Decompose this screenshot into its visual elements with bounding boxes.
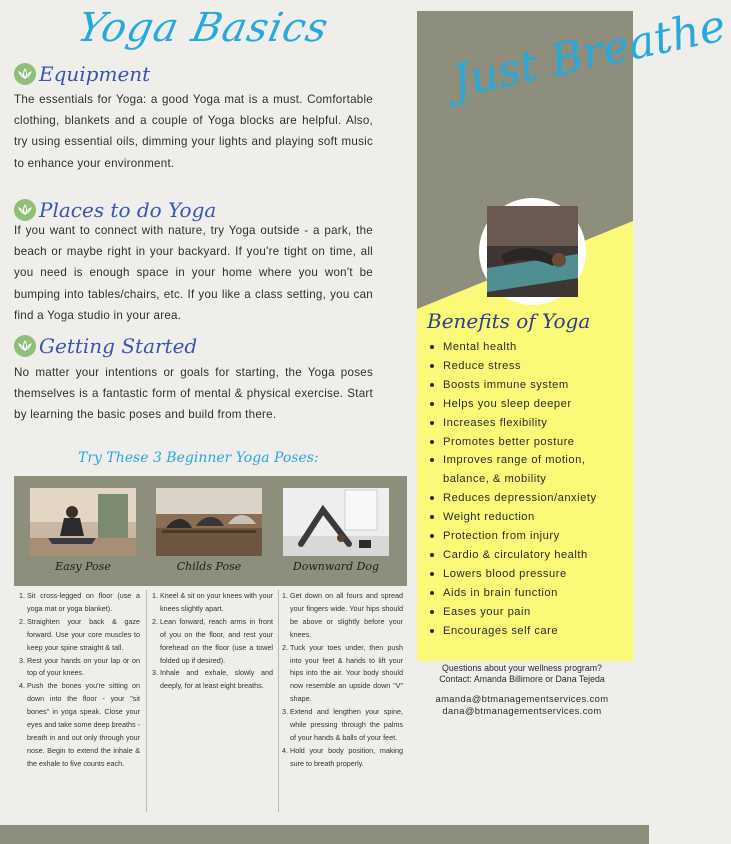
- list-item: Reduce stress: [427, 357, 625, 376]
- step-item: 3. Extend and lengthen your spine, while pressing through the palms of your hands & balls of your feet.: [290, 706, 403, 745]
- yoga-photo: [487, 206, 578, 297]
- list-item: Reduces depression/anxiety: [427, 489, 625, 508]
- list-item: Protection from injury: [427, 527, 625, 546]
- lotus-icon: [14, 63, 36, 85]
- list-item: Aids in brain function: [427, 584, 625, 603]
- benefits-heading: Benefits of Yoga: [427, 309, 591, 333]
- step-item: 3. Rest your hands on your lap or on top of your knees.: [27, 655, 140, 681]
- contact-question: Questions about your wellness program?: [442, 663, 602, 673]
- poses-heading: Try These 3 Beginner Yoga Poses:: [78, 450, 319, 466]
- list-item: Lowers blood pressure: [427, 565, 625, 584]
- section-title: Getting Started: [39, 334, 198, 358]
- getting-started-text: No matter your intentions or goals for starting, the Yoga poses themselves is a fantastic form of mental & physical exercise. Start by learning the basic poses and build from there.: [14, 366, 373, 422]
- easy-pose-steps: [17, 590, 140, 771]
- list-item: Helps you sleep deeper: [427, 395, 625, 414]
- email-amanda[interactable]: amanda@btmanagementservices.com: [435, 693, 609, 704]
- pose-label: Easy Pose: [55, 560, 111, 573]
- list-item: Mental health: [427, 338, 625, 357]
- list-item: Eases your pain: [427, 603, 625, 622]
- column-divider: [146, 590, 147, 812]
- pose-photo-strip: [14, 476, 407, 586]
- list-item: Improves range of motion, balance, & mobility: [427, 451, 625, 489]
- list-item: Encourages self care: [427, 622, 625, 641]
- step-item: 3. Inhale and exhale, slowly and deeply, for at least eight breaths.: [160, 667, 273, 693]
- step-item: 4. Push the bones you're sitting on down into the floor - your "sit bones" in yoga speak. Close your eyes and take some deep breaths - breath in and out only through your nose. Begin to extend the inhale & the exhale to five counts each.: [27, 680, 140, 770]
- step-item: 1. Kneel & sit on your knees with your knees slightly apart.: [160, 590, 273, 616]
- step-item: 2. Tuck your toes under, then push into your feet & hands to lift your hips into the air. Your body should now resemble an upside down "V" shape.: [290, 642, 403, 707]
- step-item: 2. Lean forward, reach arms in front of you on the floor, and rest your forehead on the floor (use a towel folded up if desired).: [160, 616, 273, 668]
- lotus-icon: [14, 335, 36, 357]
- childs-pose-steps: [150, 590, 273, 693]
- list-item: Boosts immune system: [427, 376, 625, 395]
- photo-frame: [479, 198, 586, 305]
- contact-block: [422, 663, 622, 716]
- column-divider: [278, 590, 279, 812]
- list-item: Cardio & circulatory health: [427, 546, 625, 565]
- benefits-sidebar: [417, 0, 731, 661]
- places-text: If you want to connect with nature, try Yoga outside - a park, the beach or maybe right in your backyard. If you're tight on time, all you need is enough space in your home where you won't be bumping into tables/chairs, etc. If you like a class setting, you can find a Yoga studio in your area.: [14, 224, 373, 322]
- list-item: Increases flexibility: [427, 414, 625, 433]
- lotus-icon: [14, 199, 36, 221]
- list-item: Weight reduction: [427, 508, 625, 527]
- email-dana[interactable]: dana@btmanagementservices.com: [442, 704, 602, 716]
- equipment-text: The essentials for Yoga: a good Yoga mat is a must. Comfortable clothing, blankets and a couple of Yoga blocks are helpful. Also, try using essential oils, dimming your lights and playing soft music to enhance your environment.: [14, 93, 373, 170]
- downward-dog-steps: [280, 590, 403, 771]
- step-item: 1. Get down on all fours and spread your fingers wide. Your hips should be above or slightly before your knees.: [290, 590, 403, 642]
- contact-names: Contact: Amanda Billimore or Dana Tejeda: [439, 674, 605, 684]
- step-item: 2. Straighten your back & gaze forward. Use your core muscles to keep your spine straight & tall.: [27, 616, 140, 655]
- page-title: Yoga Basics: [73, 5, 333, 51]
- list-item: Promotes better posture: [427, 433, 625, 452]
- pose-label: Downward Dog: [292, 560, 380, 573]
- section-title: Equipment: [39, 62, 151, 86]
- easy-pose-photo: [30, 488, 136, 556]
- childs-pose-photo: [156, 488, 262, 556]
- section-title: Places to do Yoga: [39, 198, 217, 222]
- step-item: 1. Sit cross-legged on floor (use a yoga mat or yoga blanket).: [27, 590, 140, 616]
- section-heading-getting-started: [14, 333, 197, 359]
- step-item: 4. Hold your body position, making sure to breath properly.: [290, 745, 403, 771]
- footer-bar: [0, 825, 649, 844]
- pose-label: Childs Pose: [176, 560, 242, 573]
- just-breathe-tagline: Just Breathe: [447, 0, 731, 108]
- benefits-list: [427, 338, 625, 641]
- downward-dog-photo: [283, 488, 389, 556]
- section-heading-equipment: [14, 61, 150, 87]
